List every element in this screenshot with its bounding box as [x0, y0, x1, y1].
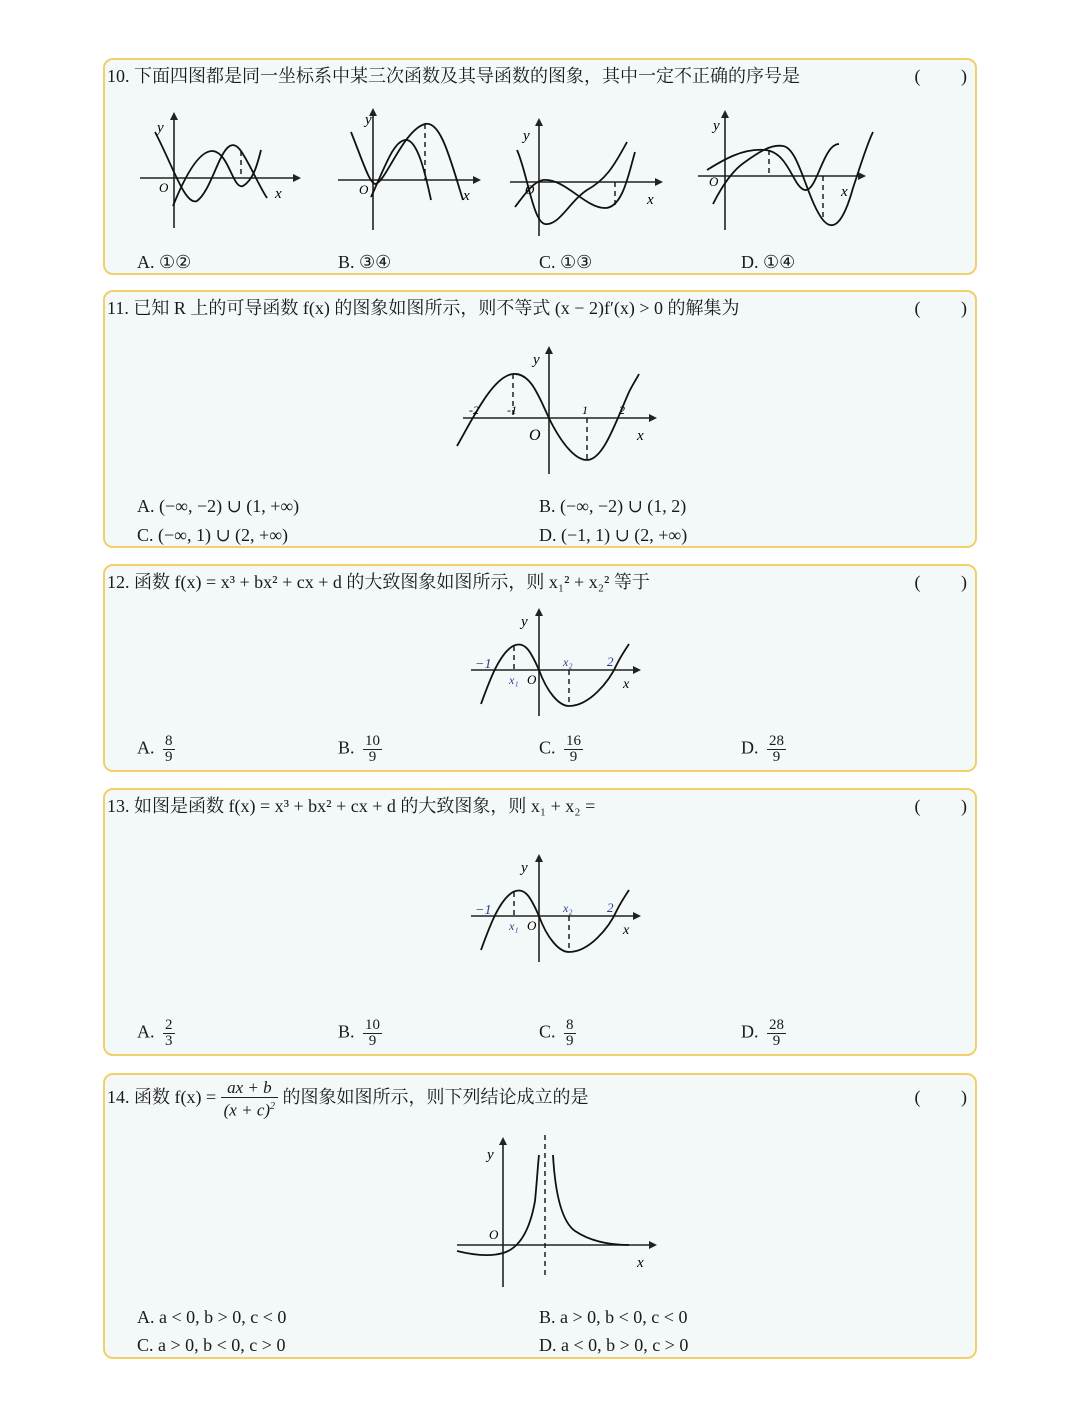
option-letter: B. [338, 737, 355, 758]
q10-graph-2 [333, 102, 493, 236]
option-fraction [363, 1018, 382, 1049]
axis-label-x: x [841, 184, 848, 200]
option-d[interactable]: D. (−1, 1) ∪ (2, +∞) [539, 525, 688, 545]
q10-graph-4 [693, 104, 883, 236]
option-letter: C. [539, 1021, 556, 1042]
axis-label-y: y [523, 128, 530, 144]
question-13-text: 13. 如图是函数 f(x) = x³ + bx² + cx + d 的大致图象，则 x₁ + x₂ = [107, 796, 596, 816]
question-10-text: 10. 下面四图都是同一坐标系中某三次函数及其导函数的图象，其中一定不正确的序号是 [107, 66, 800, 86]
fraction-denominator: 9 [569, 749, 578, 765]
fraction-denominator: 9 [772, 1033, 781, 1049]
fraction-denominator: 9 [368, 1033, 377, 1049]
question-11-text: 11. 已知 R 上的可导函数 f(x) 的图象如图所示，则不等式 (x − 2)f′(x) > 0 的解集为 [107, 298, 740, 318]
denominator-exponent: 2 [270, 1100, 276, 1112]
fraction-numerator: 8 [566, 1017, 574, 1033]
option-b[interactable] [338, 1018, 382, 1049]
option-c[interactable]: C. ①③ [539, 252, 593, 272]
origin-label: O [525, 182, 535, 197]
option-fraction [163, 734, 175, 765]
answer-blank-14[interactable]: ( ) [914, 1087, 967, 1107]
label-x1: x₁ [509, 673, 519, 687]
origin-label: O [159, 180, 169, 195]
axis-label-y: y [521, 860, 528, 876]
option-a[interactable]: A. a < 0, b > 0, c < 0 [137, 1307, 287, 1327]
option-letter: C. [539, 737, 556, 758]
fraction-denominator: 9 [566, 1033, 574, 1049]
option-a[interactable]: A. ①② [137, 252, 192, 272]
axis-label-y: y [365, 112, 372, 128]
option-c[interactable]: C. a > 0, b < 0, c > 0 [137, 1335, 286, 1355]
tick-label: 2 [619, 403, 625, 417]
axis-label-y: y [533, 352, 540, 368]
option-letter: B. [338, 1021, 355, 1042]
option-d[interactable]: D. ①④ [741, 252, 796, 272]
question-14-card [103, 1073, 977, 1359]
option-d[interactable] [741, 1018, 786, 1049]
answer-blank-11[interactable]: ( ) [914, 298, 967, 318]
fraction-denominator: 9 [165, 749, 173, 765]
question-14-text [107, 1077, 589, 1119]
origin-label: O [489, 1227, 499, 1242]
option-letter: D. [741, 737, 759, 758]
option-a[interactable] [137, 1018, 175, 1049]
label-neg1: −1 [475, 657, 492, 672]
axis-label-y: y [487, 1147, 494, 1163]
question-14-text-end: 的图象如图所示，则下列结论成立的是 [282, 1087, 589, 1107]
tick-label: 1 [582, 403, 588, 417]
answer-blank-12[interactable]: ( ) [914, 572, 967, 592]
option-c[interactable]: C. (−∞, 1) ∪ (2, +∞) [137, 525, 289, 545]
fraction-numerator: ax + b [221, 1079, 278, 1098]
q10-graph-1 [135, 106, 305, 236]
axis-label-y: y [713, 118, 720, 134]
option-b[interactable] [338, 734, 382, 765]
question-14-text-start: 14. 函数 f(x) = [107, 1087, 217, 1107]
option-fraction [163, 1018, 175, 1049]
option-letter: A. [137, 737, 155, 758]
question-11-card [103, 290, 977, 548]
option-b[interactable]: B. a > 0, b < 0, c < 0 [539, 1307, 688, 1327]
option-fraction [564, 1018, 576, 1049]
axis-label-x: x [463, 188, 470, 204]
answer-blank-13[interactable]: ( ) [914, 796, 967, 816]
option-fraction [564, 734, 583, 765]
option-b[interactable]: B. ③④ [338, 252, 392, 272]
fraction-numerator: 8 [165, 733, 173, 749]
origin-label: O [527, 672, 537, 687]
denominator-base: (x + c) [223, 1100, 271, 1120]
label-x2: x₂ [563, 901, 573, 915]
fraction-numerator: 28 [769, 733, 784, 749]
fraction-denominator: 9 [368, 749, 377, 765]
option-fraction [767, 1018, 786, 1049]
option-letter: A. [137, 1021, 155, 1042]
fraction-numerator: 10 [365, 1017, 381, 1033]
option-a[interactable]: A. (−∞, −2) ∪ (1, +∞) [137, 496, 300, 516]
fraction-numerator: 10 [365, 733, 381, 749]
axis-label-x: x [647, 192, 654, 208]
origin-label: O [529, 427, 541, 444]
origin-label: O [709, 174, 719, 189]
axis-label-y: y [157, 120, 164, 136]
fraction-numerator: 2 [165, 1017, 173, 1033]
option-c[interactable] [539, 1018, 576, 1049]
fraction-denominator: 3 [165, 1033, 173, 1049]
option-a[interactable] [137, 734, 175, 765]
answer-blank-10[interactable]: ( ) [914, 66, 967, 86]
axis-label-x: x [275, 186, 282, 202]
question-12-card [103, 564, 977, 772]
option-letter: D. [741, 1021, 759, 1042]
axis-label-y: y [521, 614, 528, 630]
option-c[interactable] [539, 734, 583, 765]
q13-graph [467, 854, 647, 964]
option-d[interactable]: D. a < 0, b > 0, c > 0 [539, 1335, 689, 1355]
axis-label-x: x [637, 428, 644, 444]
fraction-numerator: 16 [566, 733, 582, 749]
label-neg1: −1 [475, 903, 492, 918]
tick-label: -2 [469, 403, 479, 417]
question-10-card [103, 58, 977, 275]
question-13-card [103, 788, 977, 1056]
axis-label-x: x [623, 923, 630, 938]
origin-label: O [359, 182, 369, 197]
fraction-numerator: 28 [769, 1017, 784, 1033]
axis-label-x: x [623, 677, 630, 692]
function-fraction [221, 1079, 278, 1120]
q10-graph-3 [505, 112, 675, 238]
fraction-denominator [221, 1098, 278, 1120]
fraction-denominator: 9 [772, 749, 781, 765]
option-fraction [363, 734, 382, 765]
option-fraction [767, 734, 786, 765]
label-2: 2 [607, 654, 614, 669]
question-12-text: 12. 函数 f(x) = x³ + bx² + cx + d 的大致图象如图所示，则 x₁² + x₂² 等于 [107, 572, 650, 592]
label-x2: x₂ [563, 655, 573, 669]
tick-label: -1 [507, 403, 517, 417]
option-b[interactable]: B. (−∞, −2) ∪ (1, 2) [539, 496, 687, 516]
q12-graph [467, 608, 647, 718]
q11-graph [453, 344, 663, 476]
option-d[interactable] [741, 734, 786, 765]
axis-label-x: x [637, 1255, 644, 1271]
label-x1: x₁ [509, 919, 519, 933]
origin-label: O [527, 918, 537, 933]
q14-graph [453, 1131, 663, 1291]
label-2: 2 [607, 900, 614, 915]
